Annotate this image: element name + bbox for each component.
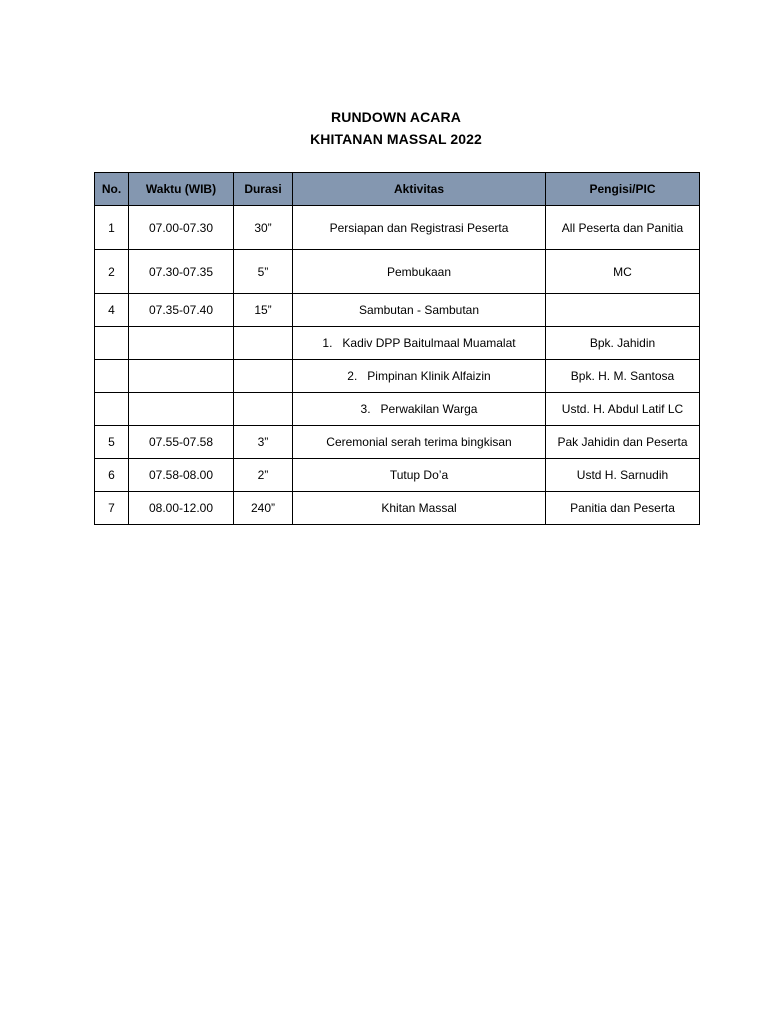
header-waktu: Waktu (WIB) <box>129 173 234 206</box>
cell-pic: Ustd. H. Abdul Latif LC <box>546 393 700 426</box>
cell-no <box>95 393 129 426</box>
cell-aktivitas: Khitan Massal <box>293 492 546 525</box>
cell-aktivitas: Persiapan dan Registrasi Peserta <box>293 206 546 250</box>
cell-waktu: 07.00-07.30 <box>129 206 234 250</box>
table-row <box>95 459 700 492</box>
cell-pic: Pak Jahidin dan Peserta <box>546 426 700 459</box>
cell-durasi <box>234 360 293 393</box>
cell-pic <box>546 294 700 327</box>
cell-aktivitas <box>293 360 546 393</box>
cell-no: 2 <box>95 250 129 294</box>
table-row <box>95 327 700 360</box>
document-subtitle: KHITANAN MASSAL 2022 <box>310 131 482 147</box>
cell-no: 4 <box>95 294 129 327</box>
cell-waktu: 07.58-08.00 <box>129 459 234 492</box>
rundown-table <box>94 172 700 525</box>
cell-aktivitas <box>293 393 546 426</box>
table-row <box>95 360 700 393</box>
cell-waktu <box>129 393 234 426</box>
cell-durasi: 3” <box>234 426 293 459</box>
cell-pic: Bpk. Jahidin <box>546 327 700 360</box>
header-aktivitas: Aktivitas <box>293 173 546 206</box>
cell-waktu <box>129 360 234 393</box>
header-pic: Pengisi/PIC <box>546 173 700 206</box>
cell-pic: Ustd H. Sarnudih <box>546 459 700 492</box>
cell-durasi: 5” <box>234 250 293 294</box>
cell-durasi: 15” <box>234 294 293 327</box>
cell-durasi: 240” <box>234 492 293 525</box>
cell-waktu: 08.00-12.00 <box>129 492 234 525</box>
cell-pic: Panitia dan Peserta <box>546 492 700 525</box>
cell-aktivitas: Pembukaan <box>293 250 546 294</box>
cell-no: 5 <box>95 426 129 459</box>
sub-item-label: Kadiv DPP Baitulmaal Muamalat <box>342 336 516 350</box>
cell-pic: MC <box>546 250 700 294</box>
cell-no: 7 <box>95 492 129 525</box>
cell-aktivitas: Sambutan - Sambutan <box>293 294 546 327</box>
cell-durasi: 30” <box>234 206 293 250</box>
sub-item-number: 1. <box>322 336 333 350</box>
table-row <box>95 206 700 250</box>
cell-durasi: 2” <box>234 459 293 492</box>
cell-no <box>95 360 129 393</box>
cell-no: 6 <box>95 459 129 492</box>
sub-item-label: Pimpinan Klinik Alfaizin <box>367 369 491 383</box>
table-row <box>95 294 700 327</box>
header-durasi: Durasi <box>234 173 293 206</box>
cell-aktivitas <box>293 327 546 360</box>
cell-pic: Bpk. H. M. Santosa <box>546 360 700 393</box>
cell-waktu <box>129 327 234 360</box>
cell-aktivitas: Tutup Do’a <box>293 459 546 492</box>
cell-no: 1 <box>95 206 129 250</box>
table-row <box>95 250 700 294</box>
cell-pic: All Peserta dan Panitia <box>546 206 700 250</box>
table-header-row <box>95 173 700 206</box>
sub-item-number: 3. <box>360 402 371 416</box>
header-no: No. <box>95 173 129 206</box>
cell-waktu: 07.30-07.35 <box>129 250 234 294</box>
cell-durasi <box>234 327 293 360</box>
table-row <box>95 393 700 426</box>
table-row <box>95 426 700 459</box>
cell-waktu: 07.55-07.58 <box>129 426 234 459</box>
cell-waktu: 07.35-07.40 <box>129 294 234 327</box>
cell-no <box>95 327 129 360</box>
table-row <box>95 492 700 525</box>
sub-item-number: 2. <box>347 369 358 383</box>
cell-durasi <box>234 393 293 426</box>
cell-aktivitas: Ceremonial serah terima bingkisan <box>293 426 546 459</box>
document-title: RUNDOWN ACARA <box>331 109 461 125</box>
sub-item-label: Perwakilan Warga <box>380 402 478 416</box>
